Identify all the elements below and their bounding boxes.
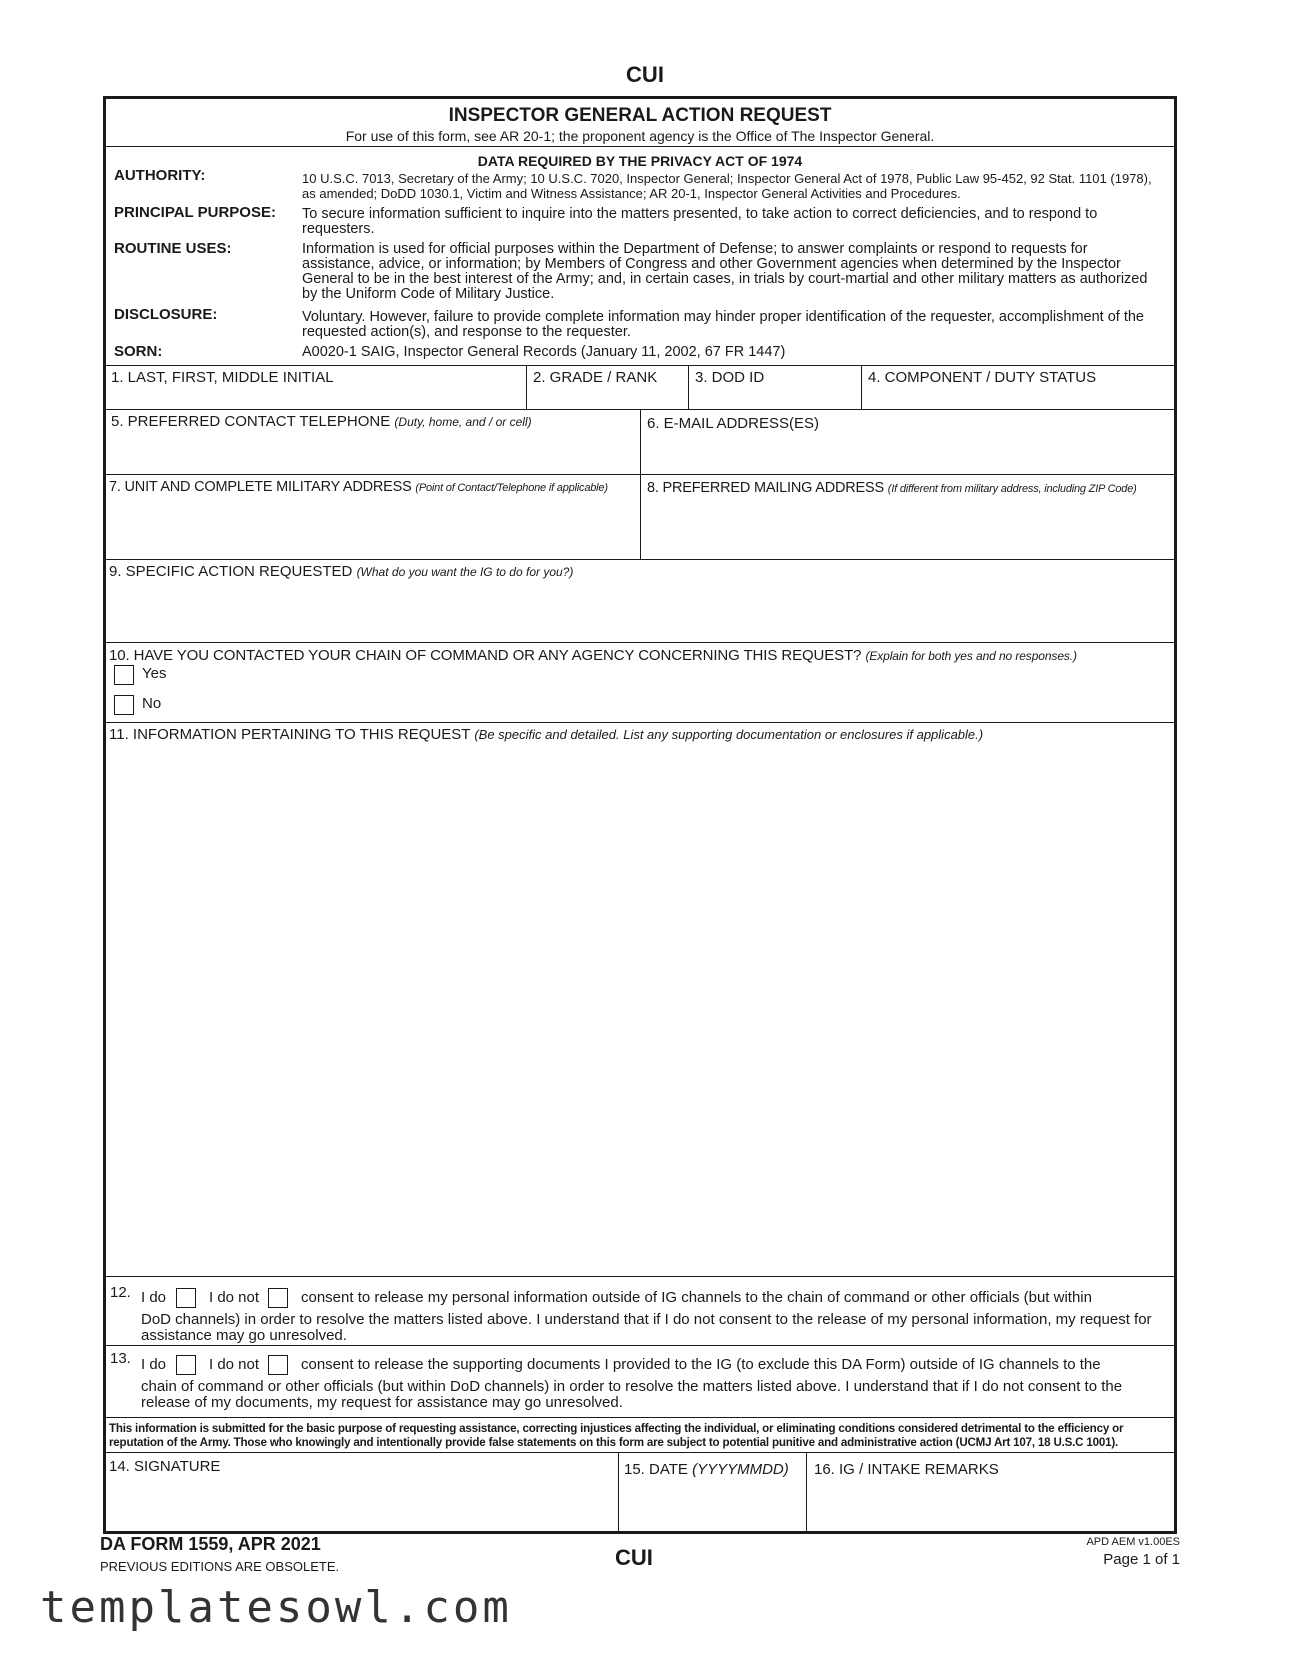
component-duty-status-field[interactable]: 4. COMPONENT / DUTY STATUS <box>868 369 1097 386</box>
form-version: APD AEM v1.00ES <box>1086 1536 1180 1548</box>
signature-field[interactable]: 14. SIGNATURE <box>109 1458 221 1475</box>
dod-id-field[interactable]: 3. DOD ID <box>695 369 765 386</box>
date-field[interactable] <box>624 1461 789 1478</box>
divider <box>106 1345 1174 1346</box>
ig-intake-remarks-field[interactable]: 16. IG / INTAKE REMARKS <box>814 1461 999 1478</box>
chain-of-command-question <box>109 647 1077 664</box>
routine-uses-label: ROUTINE USES: <box>114 240 232 257</box>
consent-12-donot-checkbox[interactable] <box>268 1288 288 1308</box>
cui-marking-top: CUI <box>626 62 664 87</box>
consent-12-number: 12. <box>110 1284 131 1301</box>
sorn-text: A0020-1 SAIG, Inspector General Records (January 11, 2002, 67 FR 1447) <box>302 344 786 360</box>
information-hint: (Be specific and detailed. List any supporting documentation or enclosures if applicable.) <box>474 727 984 742</box>
consent-12-do-label: I do <box>141 1289 167 1306</box>
ig-action-request-form <box>103 96 1177 1534</box>
previous-editions-note: PREVIOUS EDITIONS ARE OBSOLETE. <box>100 1559 340 1574</box>
divider <box>526 365 527 409</box>
authority-label: AUTHORITY: <box>114 167 206 184</box>
consent-13-donot-checkbox[interactable] <box>268 1355 288 1375</box>
divider <box>640 409 641 559</box>
divider <box>618 1452 619 1534</box>
military-address-field[interactable] <box>109 479 608 495</box>
divider <box>106 474 1174 475</box>
divider <box>106 1276 1174 1277</box>
contact-telephone-label: 5. PREFERRED CONTACT TELEPHONE <box>111 413 391 430</box>
specific-action-field[interactable] <box>109 563 573 580</box>
chain-of-command-label: 10. HAVE YOU CONTACTED YOUR CHAIN OF COMMAND OR ANY AGENCY CONCERNING THIS REQUEST? <box>109 647 862 664</box>
consent-13-do-checkbox[interactable] <box>176 1355 196 1375</box>
sorn-label: SORN: <box>114 343 163 360</box>
page-number: Page 1 of 1 <box>1103 1551 1180 1568</box>
last-first-mi-field[interactable]: 1. LAST, FIRST, MIDDLE INITIAL <box>111 369 334 386</box>
contact-telephone-hint: (Duty, home, and / or cell) <box>394 415 532 429</box>
principal-purpose-label: PRINCIPAL PURPOSE: <box>114 204 276 221</box>
divider <box>106 722 1174 723</box>
divider <box>688 365 689 409</box>
consent-12-donot-label: I do not <box>209 1289 260 1306</box>
consent-12-text: consent to release my personal information outside of IG channels to the chain of command or other officials (but within <box>301 1289 1092 1306</box>
disclosure-text: Voluntary. However, failure to provide complete information may hinder proper identification of the requester, accomplishment of the requested action(s), and response to the requester. <box>302 309 1144 340</box>
date-label: 15. DATE <box>624 1461 688 1478</box>
contact-telephone-field[interactable] <box>111 413 532 430</box>
date-hint: (YYYYMMDD) <box>692 1461 789 1478</box>
divider <box>861 365 862 409</box>
information-label: 11. INFORMATION PERTAINING TO THIS REQUEST <box>109 726 471 743</box>
chain-of-command-hint: (Explain for both yes and no responses.) <box>865 649 1077 663</box>
specific-action-label: 9. SPECIFIC ACTION REQUESTED <box>109 563 353 580</box>
divider <box>106 146 1174 147</box>
grade-rank-field[interactable]: 2. GRADE / RANK <box>533 369 658 386</box>
divider <box>806 1452 807 1534</box>
divider <box>106 1452 1174 1453</box>
yes-label: Yes <box>142 665 167 682</box>
consent-13-donot-label: I do not <box>209 1356 260 1373</box>
consent-12-do-checkbox[interactable] <box>176 1288 196 1308</box>
consent-13-text-continued: chain of command or other officials (but within DoD channels) in order to resolve the matters listed above. I understand that if I do not consent to the release of my documents, my request for assistance may go unresolved. <box>141 1378 1123 1411</box>
email-field[interactable]: 6. E-MAIL ADDRESS(ES) <box>647 415 819 432</box>
consent-13-do-label: I do <box>141 1356 167 1373</box>
no-label: No <box>142 695 162 712</box>
military-address-label: 7. UNIT AND COMPLETE MILITARY ADDRESS <box>109 479 412 495</box>
divider <box>106 1417 1174 1418</box>
consent-13-number: 13. <box>110 1350 131 1367</box>
yes-checkbox[interactable] <box>114 665 134 685</box>
routine-uses-text: Information is used for official purposes within the Department of Defense; to answer complaints or respond to requests for assistance, advice, or information; by Members of Congress and other Government agencies when determined by the Inspector General to be in the best interest of the Army; and, in certain cases, in trials by court-martial and other military matters as authorized by the Uniform Code of Military Justice. <box>302 241 1148 302</box>
military-address-hint: (Point of Contact/Telephone if applicable) <box>415 482 608 494</box>
specific-action-hint: (What do you want the IG to do for you?) <box>356 565 574 579</box>
divider <box>106 642 1174 643</box>
information-field[interactable] <box>109 726 983 743</box>
false-statement-warning: This information is submitted for the basic purpose of requesting assistance, correcting injustices affecting the individual, or eliminating conditions considered detrimental to the efficiency or reputation of the Army. Those who knowingly and intentionally provide false statements on this form are subject to potential punitive and administrative action (UCMJ Art 107, 18 U.S.C 1001). <box>109 1422 1124 1449</box>
form-title: INSPECTOR GENERAL ACTION REQUEST <box>448 105 832 126</box>
divider <box>106 559 1174 560</box>
consent-12-text-continued: DoD channels) in order to resolve the matters listed above. I understand that if I do not consent to the release of my personal information, my request for assistance may go unresolved. <box>141 1311 1152 1344</box>
principal-purpose-text: To secure information sufficient to inquire into the matters presented, to take action to correct deficiencies, and to respond to requesters. <box>302 206 1098 237</box>
divider <box>106 365 1174 366</box>
cui-marking-bottom: CUI <box>615 1545 653 1570</box>
consent-13-text: consent to release the supporting documents I provided to the IG (to exclude this DA Form) outside of IG channels to the <box>301 1356 1101 1373</box>
authority-text: 10 U.S.C. 7013, Secretary of the Army; 10 U.S.C. 7020, Inspector General; Inspector General Act of 1978, Public Law 95-452, 92 Stat. 1101 (1978), as amended; DoDD 1030.1, Victim and Witness Assistance; AR 20-1, Inspector General Activities and Procedures. <box>302 171 1152 201</box>
watermark: templatesowl.com <box>40 1582 512 1633</box>
disclosure-label: DISCLOSURE: <box>114 306 218 323</box>
form-number: DA FORM 1559, APR 2021 <box>100 1534 321 1554</box>
mailing-address-hint: (If different from military address, including ZIP Code) <box>887 483 1137 495</box>
no-checkbox[interactable] <box>114 695 134 715</box>
mailing-address-field[interactable] <box>647 480 1137 496</box>
form-subtitle: For use of this form, see AR 20-1; the proponent agency is the Office of The Inspector General. <box>345 128 935 144</box>
mailing-address-label: 8. PREFERRED MAILING ADDRESS <box>647 480 884 496</box>
privacy-act-heading: DATA REQUIRED BY THE PRIVACY ACT OF 1974 <box>477 153 803 169</box>
